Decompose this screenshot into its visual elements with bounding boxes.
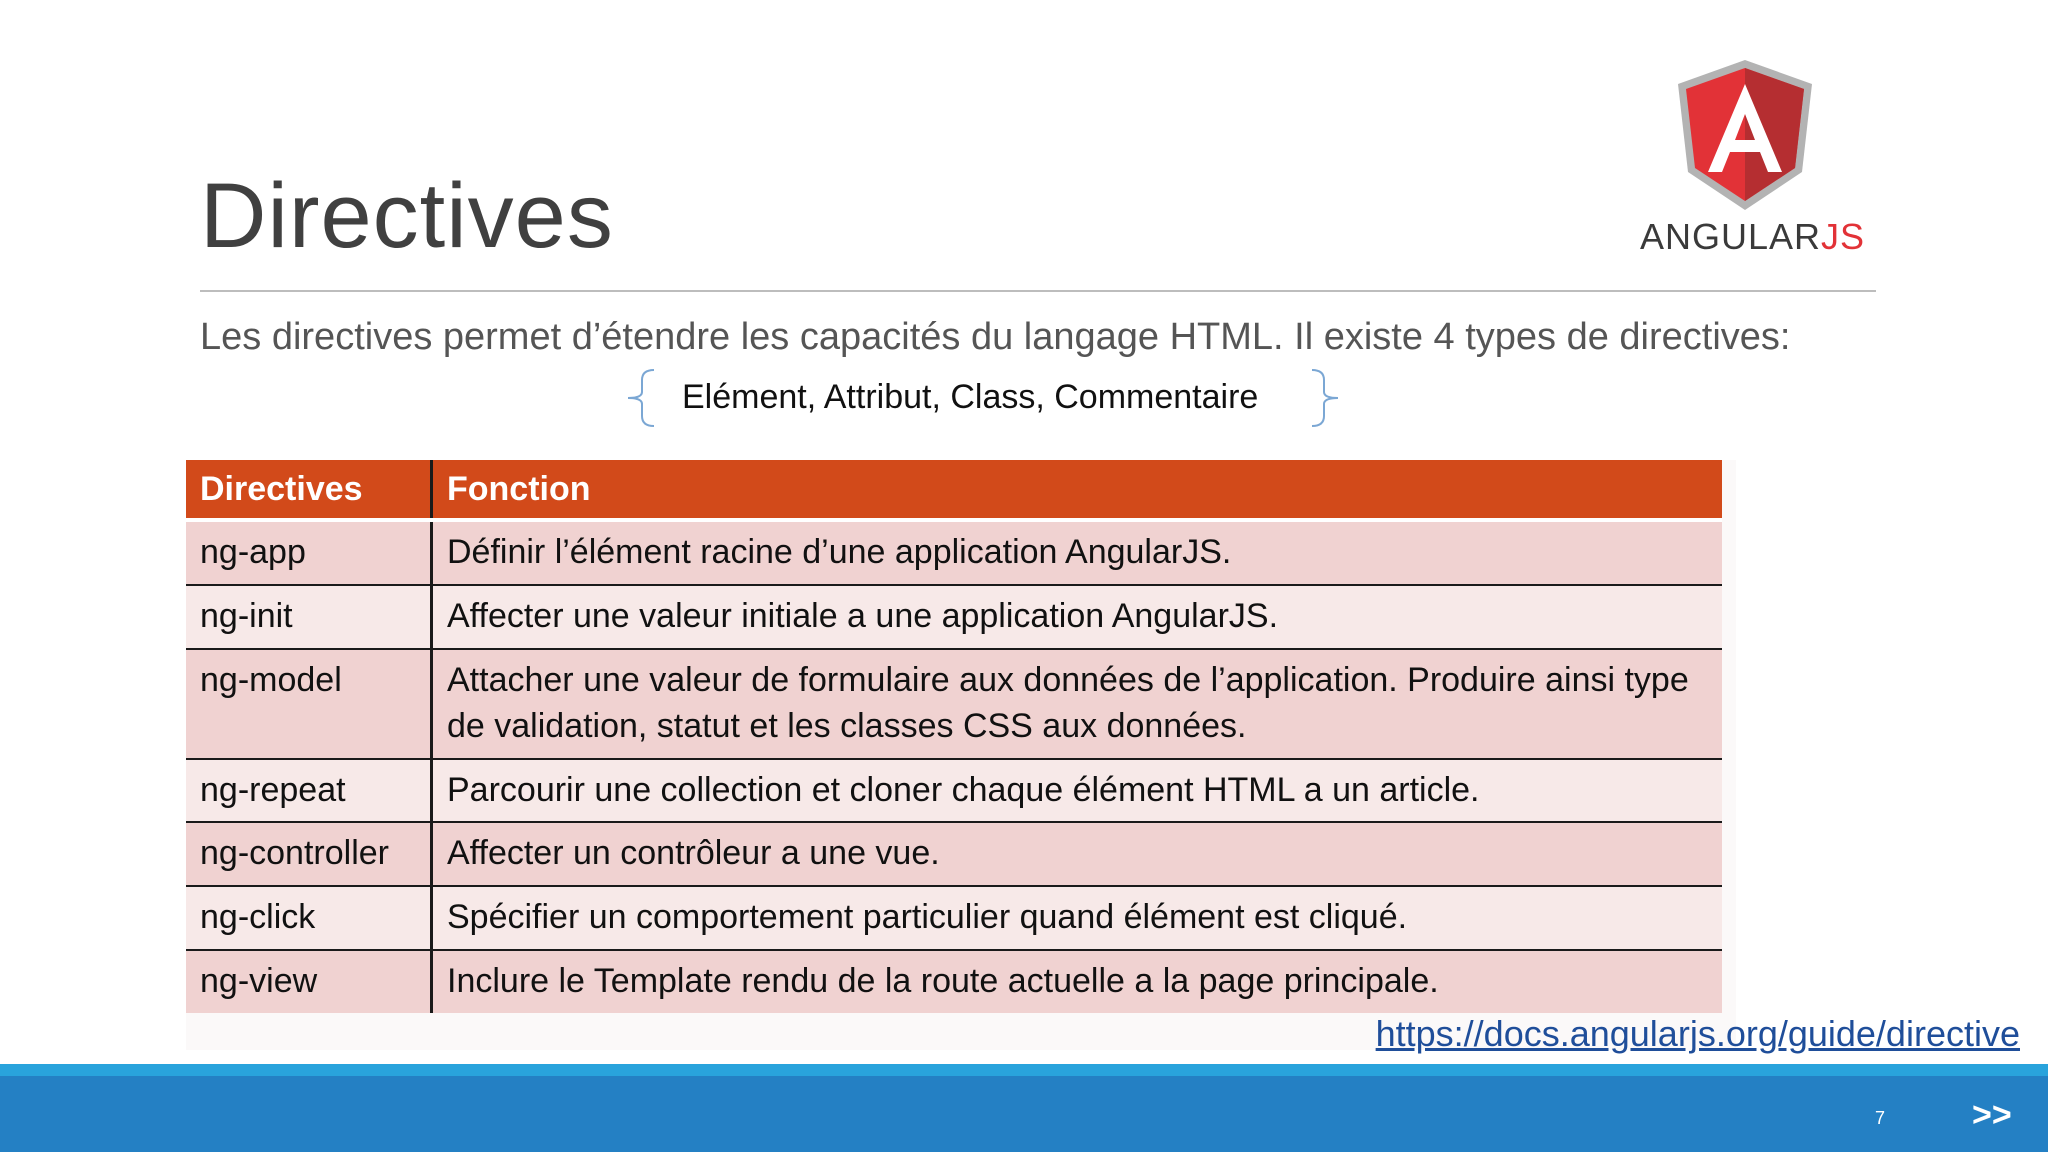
directive-name: ng-click bbox=[186, 886, 432, 950]
directive-name: ng-app bbox=[186, 520, 432, 585]
directive-function: Parcourir une collection et cloner chaque élément HTML a un article. bbox=[432, 759, 1723, 823]
directive-function: Inclure le Template rendu de la route actuelle a la page principale. bbox=[432, 950, 1723, 1013]
directive-name: ng-view bbox=[186, 950, 432, 1013]
table-row bbox=[186, 886, 1722, 950]
directive-function: Définir l’élément racine d’une application AngularJS. bbox=[432, 520, 1723, 585]
slide-title: Directives bbox=[200, 165, 614, 267]
footer-accent-strip bbox=[0, 1064, 2048, 1076]
page-number: 7 bbox=[1875, 1108, 1886, 1128]
table-row bbox=[186, 649, 1722, 759]
table-row bbox=[186, 822, 1722, 886]
directives-table bbox=[186, 460, 1722, 1013]
directive-function: Affecter un contrôleur a une vue. bbox=[432, 822, 1723, 886]
angularjs-wordmark: ANGULARJS bbox=[1640, 216, 1866, 257]
directive-function: Affecter une valeur initiale a une application AngularJS. bbox=[432, 585, 1723, 649]
right-brace-icon bbox=[1308, 366, 1344, 430]
docs-link[interactable]: https://docs.angularjs.org/guide/directive bbox=[1375, 1013, 2020, 1054]
directive-name: ng-repeat bbox=[186, 759, 432, 823]
directive-name: ng-init bbox=[186, 585, 432, 649]
table-row bbox=[186, 520, 1722, 585]
header-fonction: Fonction bbox=[432, 460, 1723, 520]
next-slide-button[interactable]: >> bbox=[1972, 1096, 2012, 1134]
table-row bbox=[186, 950, 1722, 1013]
table-header-row bbox=[186, 460, 1722, 520]
directive-types-label: Elément, Attribut, Class, Commentaire bbox=[682, 378, 1259, 416]
directive-function: Spécifier un comportement particulier quand élément est cliqué. bbox=[432, 886, 1723, 950]
title-divider bbox=[200, 290, 1876, 292]
footer-bar bbox=[0, 1076, 2048, 1152]
angularjs-logo bbox=[1640, 60, 1866, 260]
directive-function: Attacher une valeur de formulaire aux données de l’application. Produire ainsi type de validation, statut et les classes CSS aux données. bbox=[432, 649, 1723, 759]
directive-types bbox=[622, 366, 1342, 430]
header-directives: Directives bbox=[186, 460, 432, 520]
table-row bbox=[186, 585, 1722, 649]
directive-name: ng-controller bbox=[186, 822, 432, 886]
left-brace-icon bbox=[622, 366, 658, 430]
directive-name: ng-model bbox=[186, 649, 432, 759]
table-row bbox=[186, 759, 1722, 823]
intro-text: Les directives permet d’étendre les capacités du langage HTML. Il existe 4 types de directives: bbox=[200, 316, 1791, 358]
angularjs-shield-icon bbox=[1678, 60, 1812, 210]
